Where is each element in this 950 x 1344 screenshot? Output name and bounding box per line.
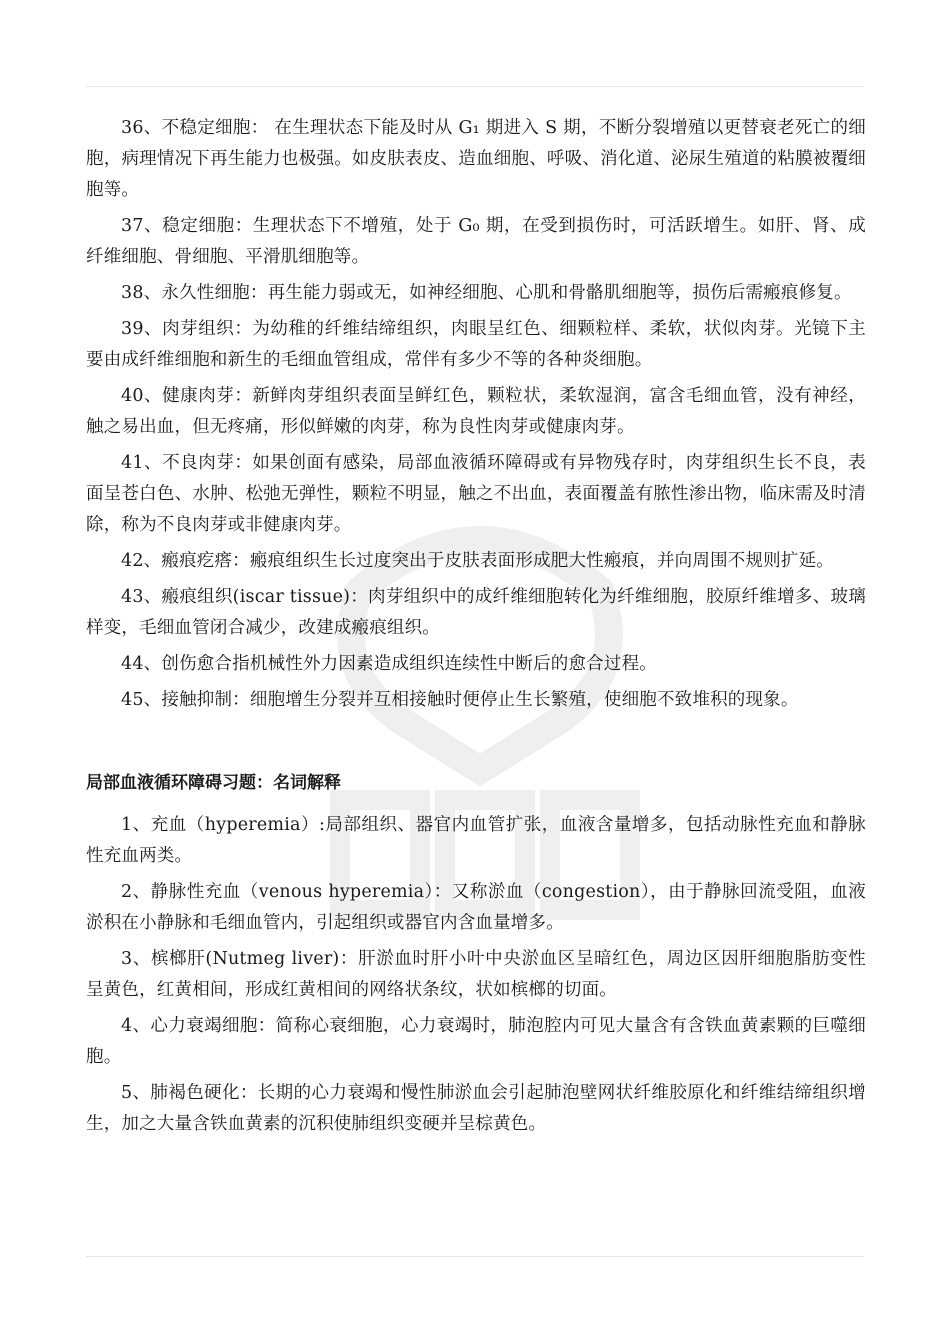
term-44: 44、创伤愈合指机械性外力因素造成组织连续性中断后的愈合过程。: [121, 654, 657, 674]
term-37: 37、稳定细胞：生理状态下不增殖，处于 G₀ 期，在受到损伤时，可活跃增生。如肝、肾、成纤维细胞、骨细胞、平滑肌细胞等。: [86, 216, 866, 267]
bottom-divider: [86, 1256, 864, 1257]
term-38: 38、永久性细胞：再生能力弱或无，如神经细胞、心肌和骨骼肌细胞等，损伤后需瘢痕修复。: [121, 283, 852, 303]
term-4: 4、心力衰竭细胞：简称心衰细胞，心力衰竭时，肺泡腔内可见大量含有含铁血黄素颗的巨噬细胞。: [86, 1016, 866, 1067]
term-39: 39、肉芽组织：为幼稚的纤维结缔组织，肉眼呈红色、细颗粒样、柔软，状似肉芽。光镜下主要由成纤维细胞和新生的毛细血管组成，常伴有多少不等的各种炎细胞。: [86, 319, 866, 370]
term-40: 40、健康肉芽：新鲜肉芽组织表面呈鲜红色，颗粒状，柔软湿润，富含毛细血管，没有神经，触之易出血，但无疼痛，形似鲜嫩的肉芽，称为良性肉芽或健康肉芽。: [86, 386, 866, 437]
section-heading: 局部血液循环障碍习题：名词解释: [86, 773, 341, 793]
document-body: [86, 113, 866, 1145]
top-divider: [86, 86, 864, 87]
term-5: 5、肺褐色硬化：长期的心力衰竭和慢性肺淤血会引起肺泡壁网状纤维胶原化和纤维结缔组织增生，加之大量含铁血黄素的沉积使肺组织变硬并呈棕黄色。: [86, 1083, 866, 1134]
term-1: 1、充血（hyperemia）:局部组织、器官内血管扩张，血液含量增多，包括动脉性充血和静脉性充血两类。: [86, 815, 866, 866]
term-41: 41、不良肉芽：如果创面有感染，局部血液循环障碍或有异物残存时，肉芽组织生长不良，表面呈苍白色、水肿、松弛无弹性，颗粒不明显，触之不出血，表面覆盖有脓性渗出物，临床需及时清除，称为不良肉芽或非健康肉芽。: [86, 453, 866, 535]
term-36: 36、不稳定细胞： 在生理状态下能及时从 G₁ 期进入 S 期，不断分裂增殖以更替衰老死亡的细胞，病理情况下再生能力也极强。如皮肤表皮、造血细胞、呼吸、消化道、泌尿生殖道的粘膜被覆细胞等。: [86, 118, 866, 200]
term-2: 2、静脉性充血（venous hyperemia）：又称淤血（congestion），由于静脉回流受阻，血液淤积在小静脉和毛细血管内，引起组织或器官内含血量增多。: [86, 882, 866, 933]
term-45: 45、接触抑制：细胞增生分裂并互相接触时便停止生长繁殖，使细胞不致堆积的现象。: [121, 690, 799, 710]
term-3: 3、槟榔肝(Nutmeg liver)：肝淤血时肝小叶中央淤血区呈暗红色，周边区因肝细胞脂肪变性呈黄色，红黄相间，形成红黄相间的网络状条纹，状如槟榔的切面。: [86, 949, 866, 1000]
term-43: 43、瘢痕组织(iscar tissue)：肉芽组织中的成纤维细胞转化为纤维细胞，胶原纤维增多、玻璃样变，毛细血管闭合减少，改建成瘢痕组织。: [86, 587, 866, 638]
term-42: 42、瘢痕疙瘩：瘢痕组织生长过度突出于皮肤表面形成肥大性瘢痕，并向周围不规则扩延。: [121, 551, 834, 571]
